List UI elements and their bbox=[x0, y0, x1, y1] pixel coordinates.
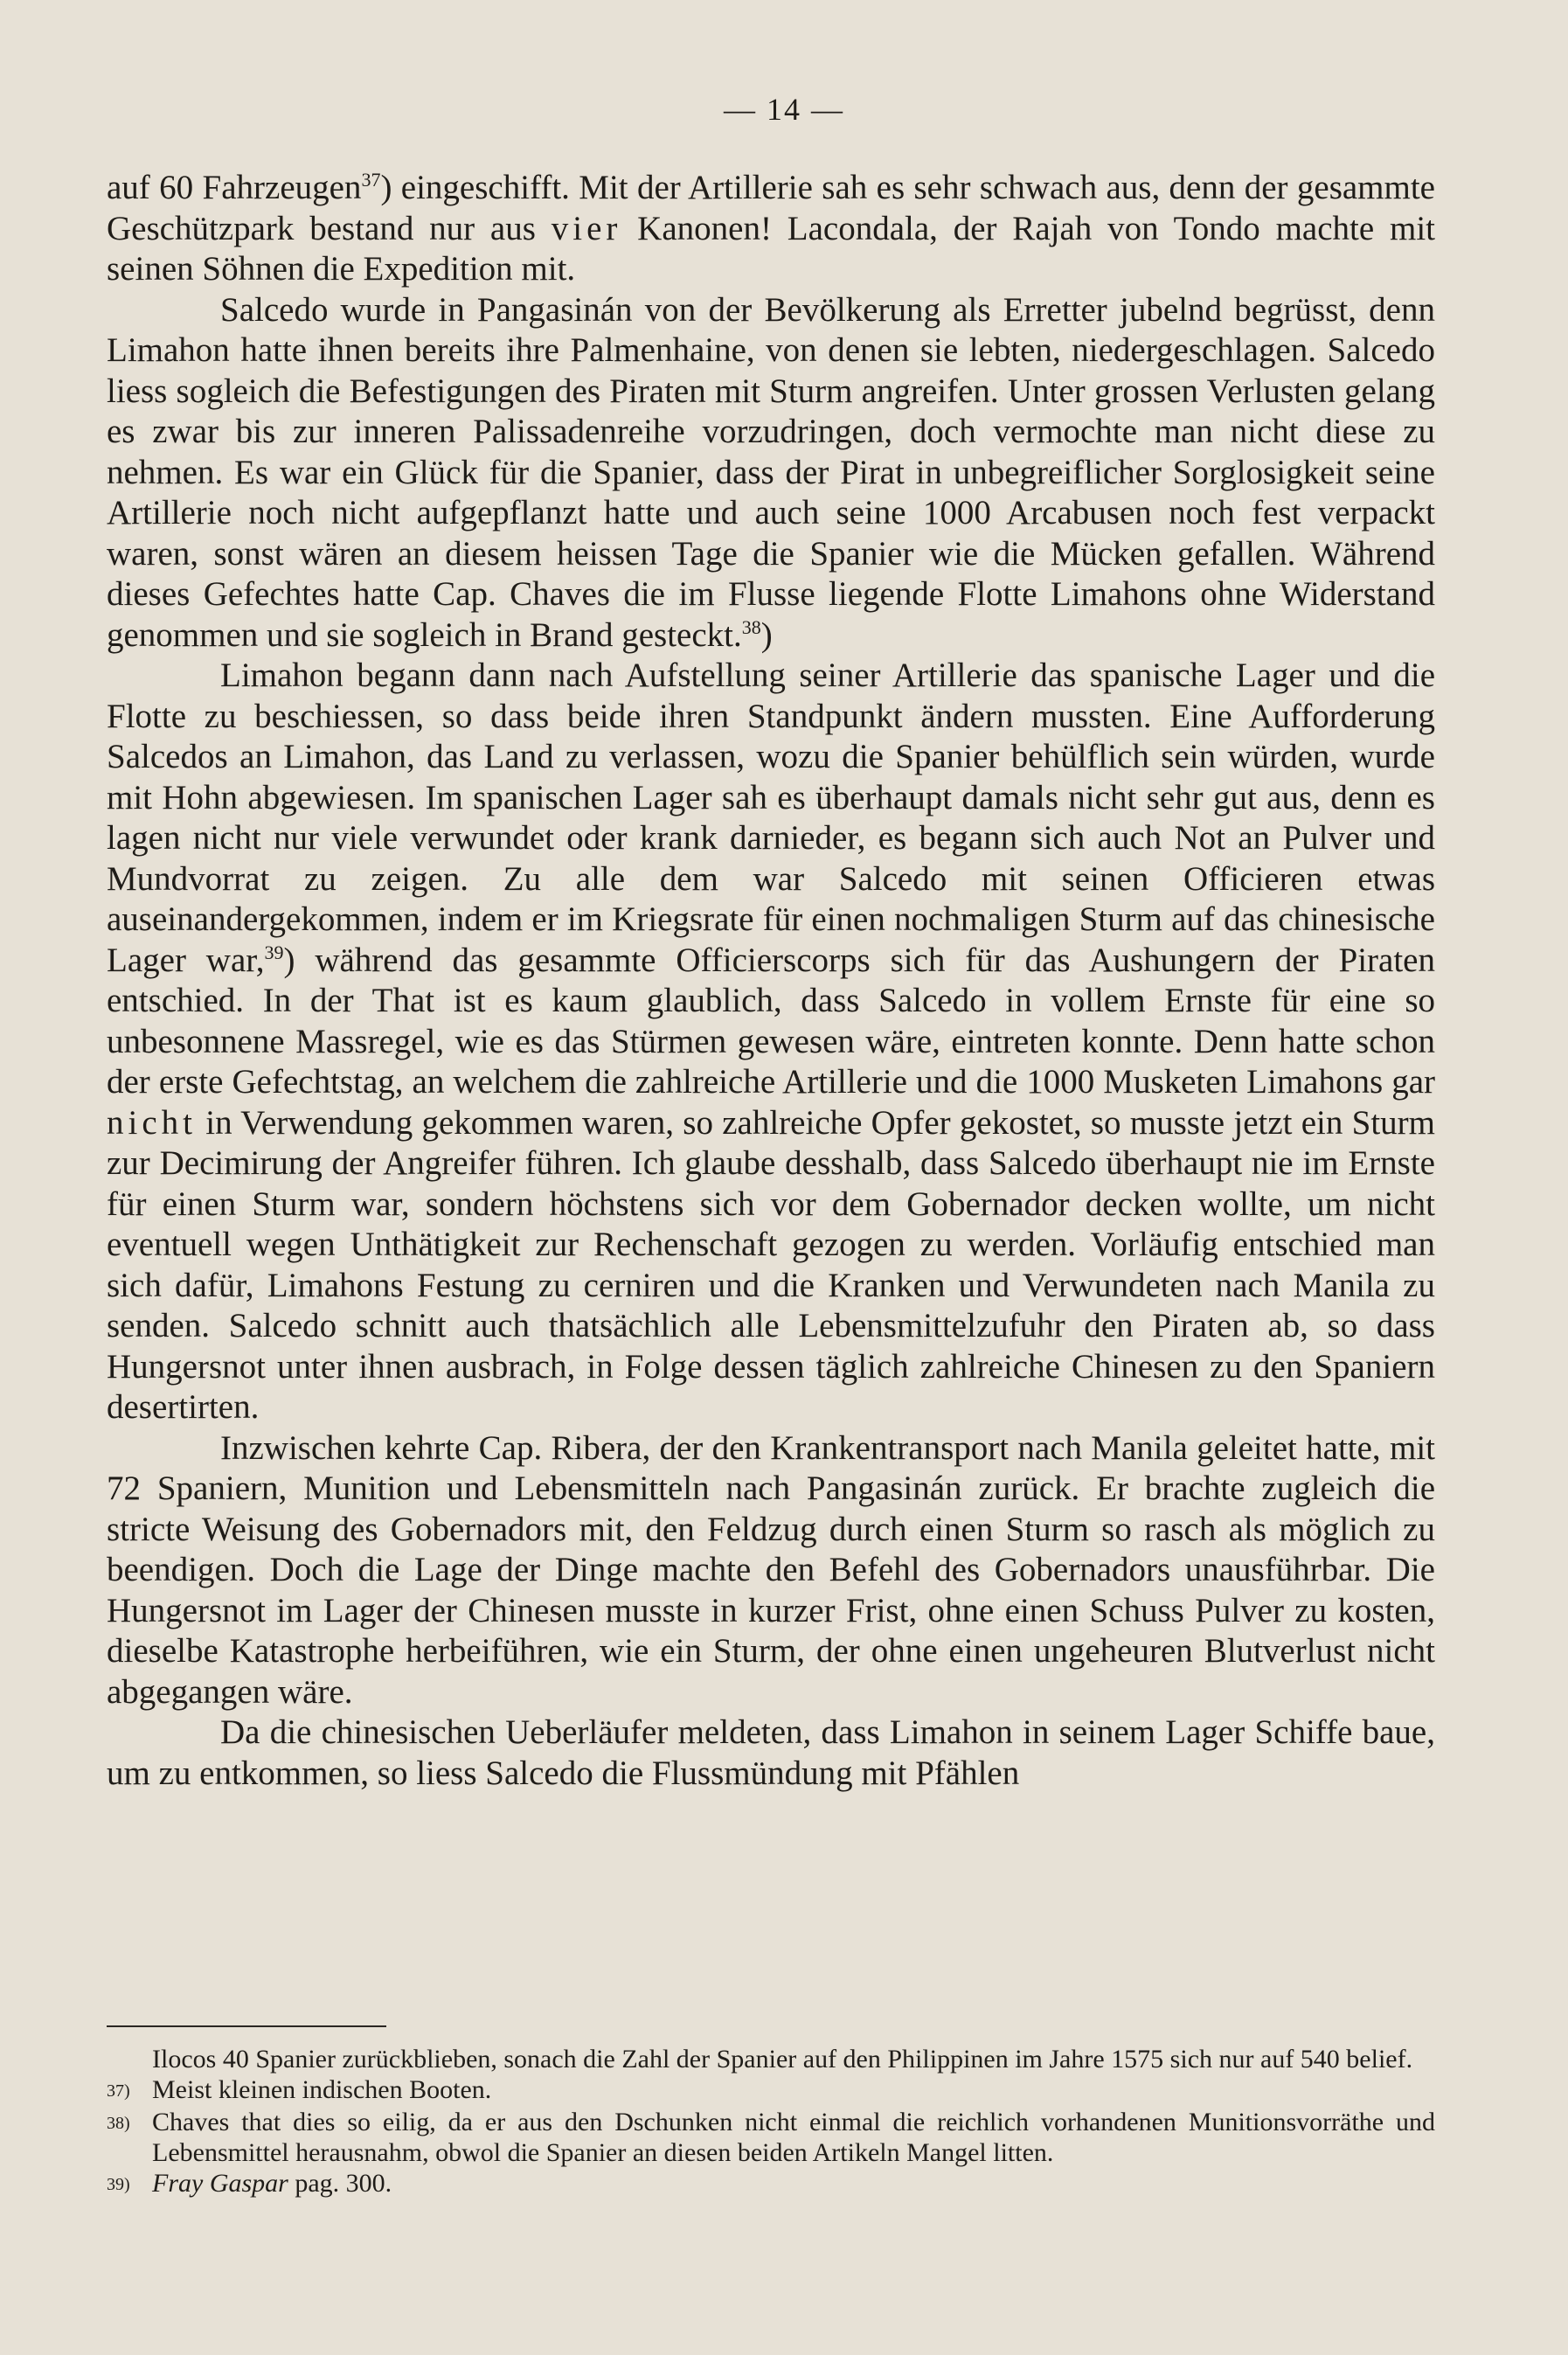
text-run: ) bbox=[760, 615, 773, 654]
paragraph-4: Inzwischen kehrte Cap. Ribera, der den Krankentransport nach Manila geleitet hatte, mit 72 Spaniern, Munition und Lebensmitteln nach Pangasinán zurück. Er brachte zugleich die stricte Weisung des Gobernadors mit, den Feldzug durch einen Sturm so rasch als möglich zu beendigen. Doch die Lage der Dinge machte den Befehl des Gobernadors unausführbar. Die Hungersnot im Lager der Chinesen musste in kurzer Frist, ohne einen Schuss Pulver zu kosten, dieselbe Katastrophe herbeiführen, wie ein Sturm, der ohne einen ungeheuren Blutverlust nicht abgegangen wäre. bbox=[107, 1428, 1435, 1711]
main-text bbox=[107, 168, 1435, 1794]
emphasized-word: vier bbox=[551, 209, 622, 247]
emphasized-word: nicht bbox=[107, 1103, 197, 1142]
footnote-divider bbox=[107, 2025, 386, 2027]
footnote-39 bbox=[107, 2168, 1435, 2200]
footnote-38 bbox=[107, 2107, 1435, 2168]
footnote-text: Meist kleinen indischen Booten. bbox=[152, 2075, 492, 2104]
footnote-text: Chaves that dies so eilig, da er aus den Dschunken nicht einmal die reichlich vorhandenen Munitionsvorräthe und Lebensmittel herausnahm, obwol die Spanier an diesen beiden Artikeln Mangel litten. bbox=[152, 2108, 1435, 2167]
paragraph-1 bbox=[107, 168, 1435, 290]
footnote-ref-37[interactable]: 37 bbox=[361, 169, 381, 191]
page-number: — 14 — bbox=[724, 92, 844, 127]
footnote-continuation bbox=[107, 2044, 1435, 2074]
text-run: Kanonen! Lacondala, der Rajah von Tondo machte mit seinen Söhnen die Expedition mit. bbox=[107, 209, 1435, 288]
text-run: ) eingeschifft. Mit der Artillerie sah es sehr schwach aus, denn der gesammte Geschützpark bestand nur aus bbox=[107, 169, 1435, 247]
footnote-37 bbox=[107, 2074, 1435, 2107]
footnote-mark: 38) bbox=[107, 2114, 130, 2133]
footnote-mark: 39) bbox=[107, 2175, 130, 2194]
text-run: auf 60 Fahrzeugen bbox=[107, 169, 362, 206]
cited-author: Fray Gaspar bbox=[152, 2169, 288, 2198]
footnote-mark: 37) bbox=[107, 2081, 130, 2101]
footnote-text: Ilocos 40 Spanier zurückblieben, sonach die Zahl der Spanier auf den Philippinen im Jahre 1575 sich nur auf 540 belief. bbox=[152, 2045, 1413, 2074]
footnote-ref-38[interactable]: 38 bbox=[741, 615, 761, 638]
text-run: Limahon begann dann nach Aufstellung seiner Artillerie das spanische Lager und die Flotte zu beschiessen, so dass beide ihren Standpunkt ändern mussten. Eine Aufforderung Salcedos an Limahon, das Land zu verlassen, wozu die Spanier behülflich sein würden, wurde mit Hohn abgewiesen. Im spanischen Lager sah es überhaupt damals nicht sehr gut aus, denn es lagen nicht nur viele verwundet oder krank darnieder, es begann sich auch Not an Pulver und Mundvorrat zu zeigen. Zu alle dem war Salcedo mit seinen Officieren etwas auseinandergekommen, indem er im Kriegsrate für einen nochmaligen Sturm auf das chinesische Lager war, bbox=[107, 656, 1435, 979]
footnote-ref-39[interactable]: 39 bbox=[264, 941, 284, 963]
text-run: in Verwendung gekommen waren, so zahlreiche Opfer gekostet, so musste jetzt ein Sturm zur Decimirung der Angreifer führen. Ich glaube desshalb, dass Salcedo überhaupt nie im Ernste für einen Sturm war, sondern höchstens sich vor dem Gobernador decken wollte, um nicht eventuell wegen Unthätigkeit zur Rechenschaft gezogen zu werden. Vorläufig entschied man sich dafür, Limahons Festung zu cerniren und die Kranken und Verwundeten nach Manila zu senden. Salcedo schnitt auch thatsächlich alle Lebensmittelzufuhr den Piraten ab, so dass Hungersnot unter ihnen ausbrach, in Folge dessen täglich zahlreiche Chinesen zu den Spaniern desertirten. bbox=[107, 1103, 1435, 1426]
text-run: ) während das gesammte Officierscorps sich für das Aushungern der Piraten entschied. In der That ist es kaum glaublich, dass Salcedo in vollem Ernste für eine so unbesonnene Massregel, wie es das Stürmen gewesen wäre, eintreten konnte. Denn hatte schon der erste Gefechtstag, an welchem die zahlreiche Artillerie und die 1000 Musketen Limahons gar bbox=[107, 941, 1435, 1101]
footnote-mark-blank bbox=[107, 2044, 152, 2074]
paragraph-2 bbox=[107, 290, 1435, 656]
paragraph-3 bbox=[107, 656, 1435, 1428]
footnote-text bbox=[152, 2168, 1435, 2200]
footnotes bbox=[107, 2044, 1435, 2200]
paragraph-5: Da die chinesischen Ueberläufer meldeten, dass Limahon in seinem Lager Schiffe baue, um zu entkommen, so liess Salcedo die Flussmündung mit Pfählen bbox=[107, 1713, 1435, 1792]
text-run: Salcedo wurde in Pangasinán von der Bevölkerung als Erretter jubelnd begrüsst, denn Limahon hatte ihnen bereits ihre Palmenhaine, von denen sie lebten, niedergeschlagen. Salcedo liess sogleich die Befestigungen des Piraten mit Sturm angreifen. Unter grossen Verlusten gelang es zwar bis zur inneren Palissadenreihe vorzudringen, doch vermochte man nicht diese zu nehmen. Es war ein Glück für die Spanier, dass der Pirat in unbegreiflicher Sorglosigkeit seine Artillerie noch nicht aufgepflanzt hatte und auch seine 1000 Arcabusen noch fest verpackt waren, sonst wären an diesem heissen Tage die Spanier wie die Mücken gefallen. Während dieses Gefechtes hatte Cap. Chaves die im Flusse liegende Flotte Limahons ohne Widerstand genommen und sie sogleich in Brand gesteckt. bbox=[107, 290, 1435, 654]
citation-page: pag. 300. bbox=[288, 2169, 392, 2198]
